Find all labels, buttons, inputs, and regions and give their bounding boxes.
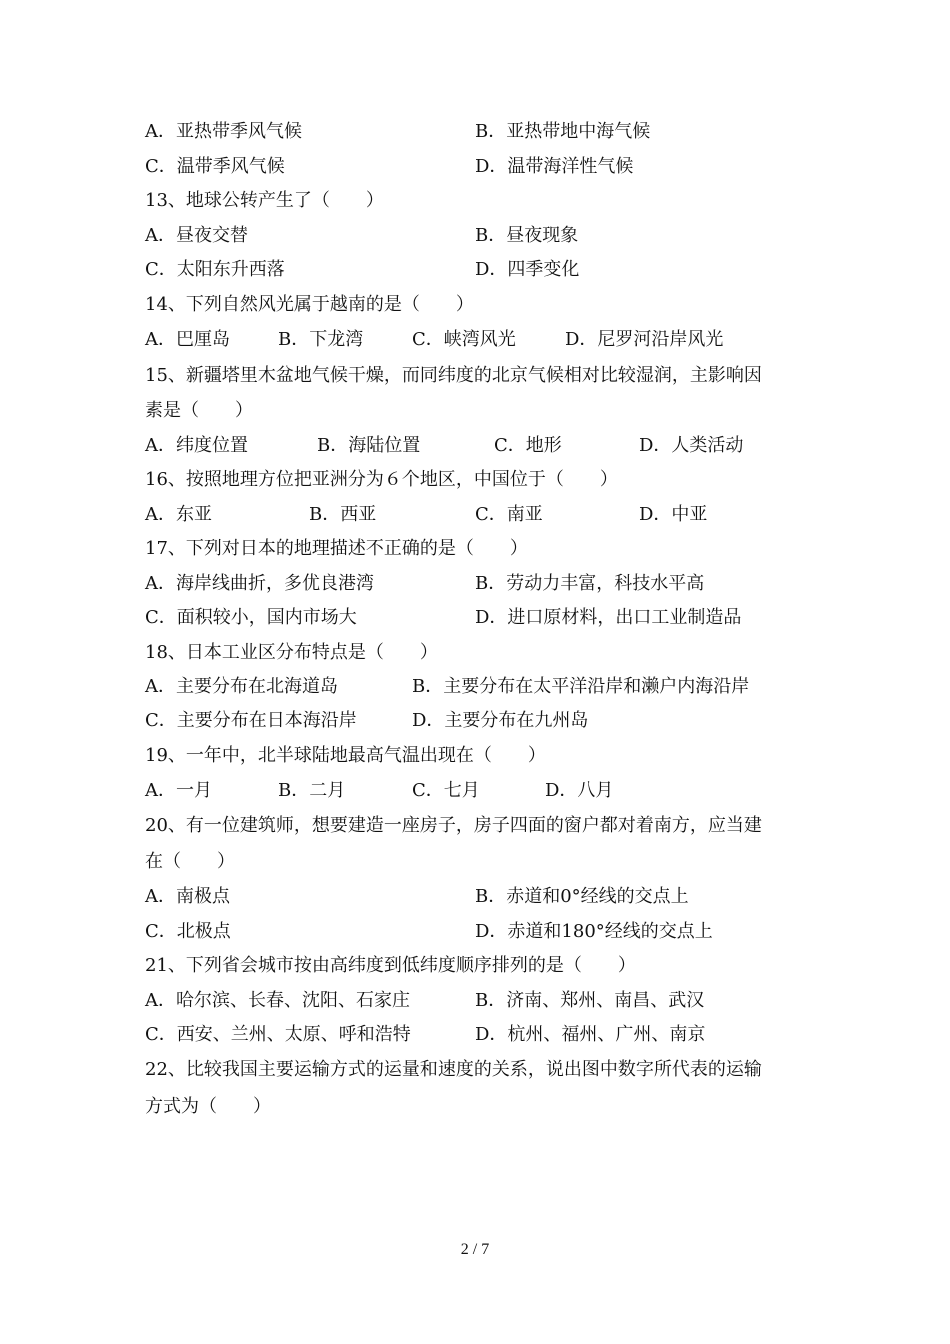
q21-option-d: D．杭州、福州、广州、南京 <box>475 1024 706 1045</box>
q20-option-c: C．北极点 <box>145 921 231 942</box>
q22-stem-line-1: 22、比较我国主要运输方式的运量和速度的关系，说出图中数字所代表的运输 <box>145 1059 762 1080</box>
q18-option-c: C．主要分布在日本海沿岸 <box>145 710 357 731</box>
q12-option-d: D．温带海洋性气候 <box>475 156 634 177</box>
q15-option-c: C．地形 <box>494 435 562 456</box>
q19-option-a: A．一月 <box>145 780 212 801</box>
q13-option-c: C．太阳东升西落 <box>145 259 285 280</box>
q14-option-d: D．尼罗河沿岸风光 <box>565 329 724 350</box>
q18-option-b: B．主要分布在太平洋沿岸和濑户内海沿岸 <box>412 676 750 697</box>
q16-option-b: B．西亚 <box>309 504 377 525</box>
q12-option-b: B．亚热带地中海气候 <box>475 121 651 142</box>
q12-option-c: C．温带季风气候 <box>145 156 285 177</box>
q20-stem-line-2: 在（ ） <box>145 851 235 872</box>
q20-option-a: A．南极点 <box>145 886 230 907</box>
q17-option-c: C．面积较小，国内市场大 <box>145 607 357 628</box>
q16-option-d: D．中亚 <box>639 504 708 525</box>
q13-option-d: D．四季变化 <box>475 259 580 280</box>
q16-option-a: A．东亚 <box>145 504 212 525</box>
q15-stem-line-1: 15、新疆塔里木盆地气候干燥，而同纬度的北京气候相对比较湿润，主影响因 <box>145 365 762 386</box>
q13-stem: 13、地球公转产生了（ ） <box>145 190 384 211</box>
q15-option-d: D．人类活动 <box>639 435 744 456</box>
q21-option-b: B．济南、郑州、南昌、武汉 <box>475 990 705 1011</box>
q14-option-a: A．巴厘岛 <box>145 329 230 350</box>
q15-option-a: A．纬度位置 <box>145 435 248 456</box>
q20-option-d: D．赤道和180°经线的交点上 <box>475 921 713 942</box>
q19-option-d: D．八月 <box>545 780 614 801</box>
q15-stem-line-2: 素是（ ） <box>145 400 253 421</box>
q17-option-b: B．劳动力丰富，科技水平高 <box>475 573 705 594</box>
q15-option-b: B．海陆位置 <box>317 435 421 456</box>
q17-option-d: D．进口原材料，出口工业制造品 <box>475 607 742 628</box>
q13-option-b: B．昼夜现象 <box>475 225 579 246</box>
q16-option-c: C．南亚 <box>475 504 543 525</box>
q14-stem: 14、下列自然风光属于越南的是（ ） <box>145 294 474 315</box>
q13-option-a: A．昼夜交替 <box>145 225 248 246</box>
q17-stem: 17、下列对日本的地理描述不正确的是（ ） <box>145 538 528 559</box>
q18-option-d: D．主要分布在九州岛 <box>412 710 589 731</box>
q21-option-a: A．哈尔滨、长春、沈阳、石家庄 <box>145 990 410 1011</box>
q20-stem-line-1: 20、有一位建筑师，想要建造一座房子，房子四面的窗户都对着南方，应当建 <box>145 815 762 836</box>
q14-option-c: C．峡湾风光 <box>412 329 516 350</box>
q18-option-a: A．主要分布在北海道岛 <box>145 676 338 697</box>
q21-stem: 21、下列省会城市按由高纬度到低纬度顺序排列的是（ ） <box>145 955 636 976</box>
q21-option-c: C．西安、兰州、太原、呼和浩特 <box>145 1024 411 1045</box>
q18-stem: 18、日本工业区分布特点是（ ） <box>145 642 438 663</box>
q14-option-b: B．下龙湾 <box>278 329 364 350</box>
q16-stem: 16、按照地理方位把亚洲分为６个地区，中国位于（ ） <box>145 469 618 490</box>
q20-option-b: B．赤道和0°经线的交点上 <box>475 886 689 907</box>
q17-option-a: A．海岸线曲折，多优良港湾 <box>145 573 374 594</box>
q12-option-a: A．亚热带季风气候 <box>145 121 302 142</box>
q19-option-b: B．二月 <box>278 780 346 801</box>
q19-stem: 19、一年中，北半球陆地最高气温出现在（ ） <box>145 745 546 766</box>
page-number: 2 / 7 <box>460 1241 490 1258</box>
q19-option-c: C．七月 <box>412 780 480 801</box>
q22-stem-line-2: 方式为（ ） <box>145 1096 271 1117</box>
